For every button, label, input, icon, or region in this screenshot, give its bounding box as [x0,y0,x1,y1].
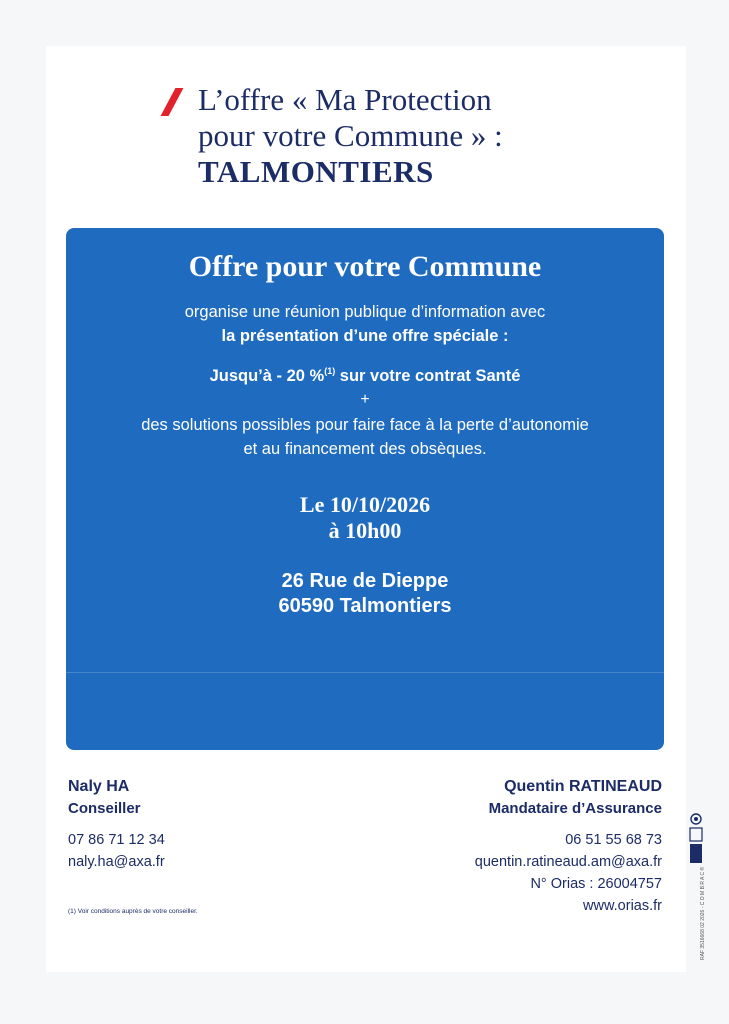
address-line-2: 60590 Talmontiers [278,595,452,617]
solutions-line-1: des solutions possibles pour faire face à la perte d’autonomie [141,416,589,434]
title-block [198,82,503,190]
contact-name: Naly HA [68,778,130,795]
address-line-1: 26 Rue de Dieppe [281,570,449,592]
contact-email[interactable]: quentin.ratineaud.am@axa.fr [474,854,662,870]
contact-phone[interactable]: 06 51 55 68 73 [565,832,662,848]
contact-left [68,776,165,873]
contact-role: Conseiller [68,800,141,817]
event-date: Le 10/10/2026 [299,492,431,517]
intro-line: organise une réunion publique d’information avec [184,303,546,321]
box-divider [66,672,664,673]
solutions-line-2: et au financement des obsèques. [243,440,487,458]
plus-sign: + [360,391,370,408]
offer-box [66,228,664,750]
offer-heading: Offre pour votre Commune [188,250,542,283]
event-address [66,569,664,619]
event-datetime [66,492,664,544]
footnote: (1) Voir conditions auprès de votre conseiller. [68,908,198,915]
solutions-text [66,413,664,461]
orias-link[interactable]: www.orias.fr [583,898,662,914]
contact-right [475,776,662,917]
contact-phone[interactable]: 07 86 71 12 34 [68,832,165,848]
event-time: à 10h00 [328,518,402,543]
discount-line [66,359,664,388]
intro-strong-line: la présentation d’une offre spéciale : [221,327,509,345]
title-line-2: pour votre Commune » : [198,118,503,153]
discount-text: Jusqu’à - 20 % [209,367,325,385]
discount-suffix: sur votre contrat Santé [335,367,521,385]
intro-text [66,300,664,348]
red-slash-icon [161,88,184,116]
print-certification-icon [688,812,704,864]
flyer-sheet [46,46,686,972]
contact-name: Quentin RATINEAUD [504,778,662,795]
orias-number: N° Orias : 26004757 [530,876,662,892]
contact-role: Mandataire d’Assurance [488,800,662,817]
footnote-ref: (1) [324,366,336,376]
contact-email[interactable]: naly.ha@axa.fr [68,854,165,870]
title-line-1: L’offre « Ma Protection [198,82,492,117]
commune-name: TALMONTIERS [198,154,434,189]
print-code: RAF 3516668 02 2026 - C O M B R A C ® [700,866,706,960]
